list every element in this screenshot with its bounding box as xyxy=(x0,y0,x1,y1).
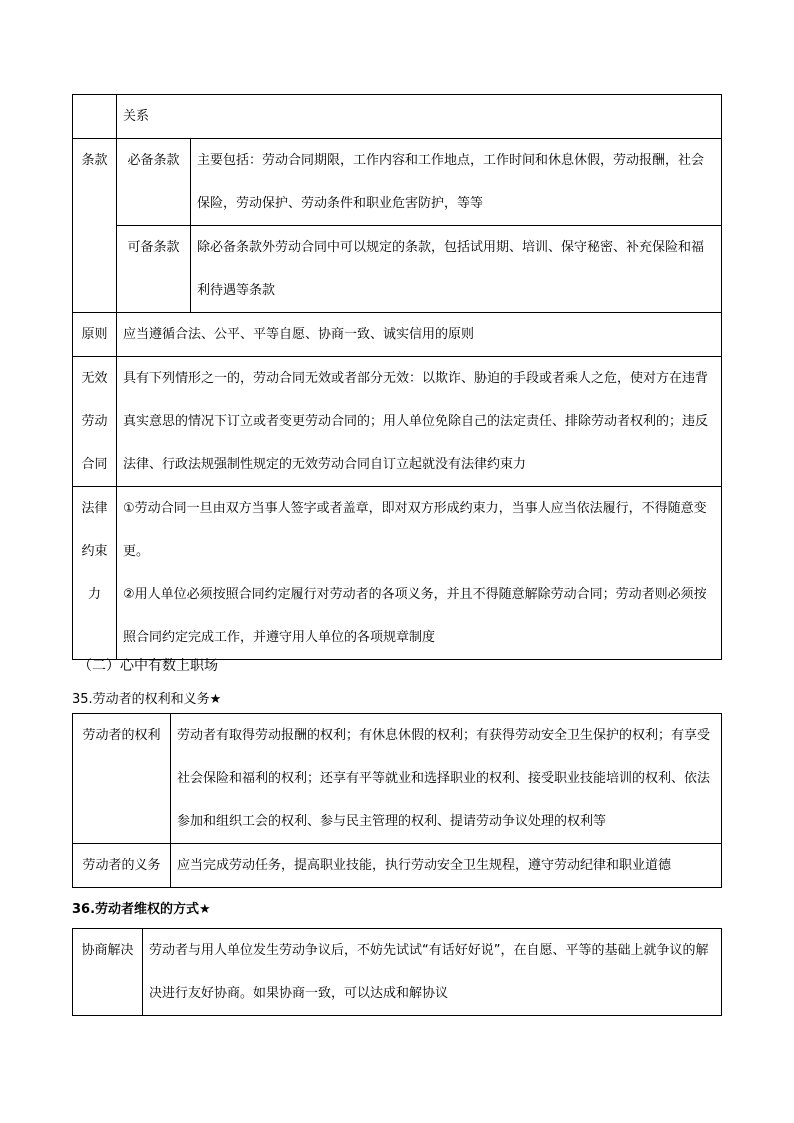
rights-protection-table xyxy=(72,928,722,1016)
q35-title: 35.劳动者的权利和义务★ xyxy=(72,692,222,707)
table-row xyxy=(73,357,722,487)
invalid-contract-label: 无效劳动合同 xyxy=(73,357,117,487)
binding-force-point-1: ①劳动合同一旦由双方当事人签字或者盖章，即对双方形成约束力，当事人应当依法履行，不得随意变更。 xyxy=(123,501,707,559)
binding-force-point-2: ②用人单位必须按照合同约定履行对劳动者的各项义务，并且不得随意解除劳动合同；劳动者则必须按照合同约定完成工作，并遵守用人单位的各项规章制度 xyxy=(123,587,707,645)
table-row xyxy=(73,139,722,226)
required-terms-label: 必备条款 xyxy=(117,139,191,226)
duties-label: 劳动者的义务 xyxy=(73,844,171,888)
q36-title: 36.劳动者维权的方式★ xyxy=(72,902,211,917)
table-row xyxy=(73,226,722,313)
negotiate-text: 劳动者与用人单位发生劳动争议后，不妨先试试“有话好好说”，在自愿、平等的基础上就争议的解决进行友好协商。如果协商一致，可以达成和解协议 xyxy=(143,929,722,1016)
binding-force-text xyxy=(117,487,722,660)
labor-contract-table xyxy=(72,94,722,660)
section-heading: （二）心中有数上职场 xyxy=(78,658,218,674)
optional-terms-text: 除必备条款外劳动合同中可以规定的条款，包括试用期、培训、保守秘密、补充保险和福利待遇等条款 xyxy=(191,226,722,313)
table-row xyxy=(73,844,722,888)
table-row xyxy=(73,929,722,1016)
table-row xyxy=(73,313,722,357)
rights-text: 劳动者有取得劳动报酬的权利；有休息休假的权利；有获得劳动安全卫生保护的权利；有享受社会保险和福利的权利；还享有平等就业和选择职业的权利、接受职业技能培训的权利、依法参加和组织工会的权利、参与民主管理的权利、提请劳动争议处理的权利等 xyxy=(171,714,722,844)
worker-rights-duties-table xyxy=(72,713,722,888)
negotiate-label: 协商解决 xyxy=(73,929,143,1016)
empty-cell xyxy=(73,95,117,139)
optional-terms-label: 可备条款 xyxy=(117,226,191,313)
table-row xyxy=(73,714,722,844)
principle-label: 原则 xyxy=(73,313,117,357)
binding-force-label: 法律约束力 xyxy=(73,487,117,660)
required-terms-text: 主要包括：劳动合同期限，工作内容和工作地点，工作时间和休息休假，劳动报酬，社会保险，劳动保护、劳动条件和职业危害防护，等等 xyxy=(191,139,722,226)
terms-label: 条款 xyxy=(73,139,117,313)
rights-label: 劳动者的权利 xyxy=(73,714,171,844)
duties-text: 应当完成劳动任务，提高职业技能，执行劳动安全卫生规程，遵守劳动纪律和职业道德 xyxy=(171,844,722,888)
relation-cell: 关系 xyxy=(117,95,722,139)
table-row xyxy=(73,95,722,139)
principle-text: 应当遵循合法、公平、平等自愿、协商一致、诚实信用的原则 xyxy=(117,313,722,357)
invalid-contract-text: 具有下列情形之一的，劳动合同无效或者部分无效：以欺诈、胁迫的手段或者乘人之危，使对方在违背真实意思的情况下订立或者变更劳动合同的；用人单位免除自己的法定责任、排除劳动者权利的；违反法律、行政法规强制性规定的无效劳动合同自订立起就没有法律约束力 xyxy=(117,357,722,487)
table-row xyxy=(73,487,722,660)
